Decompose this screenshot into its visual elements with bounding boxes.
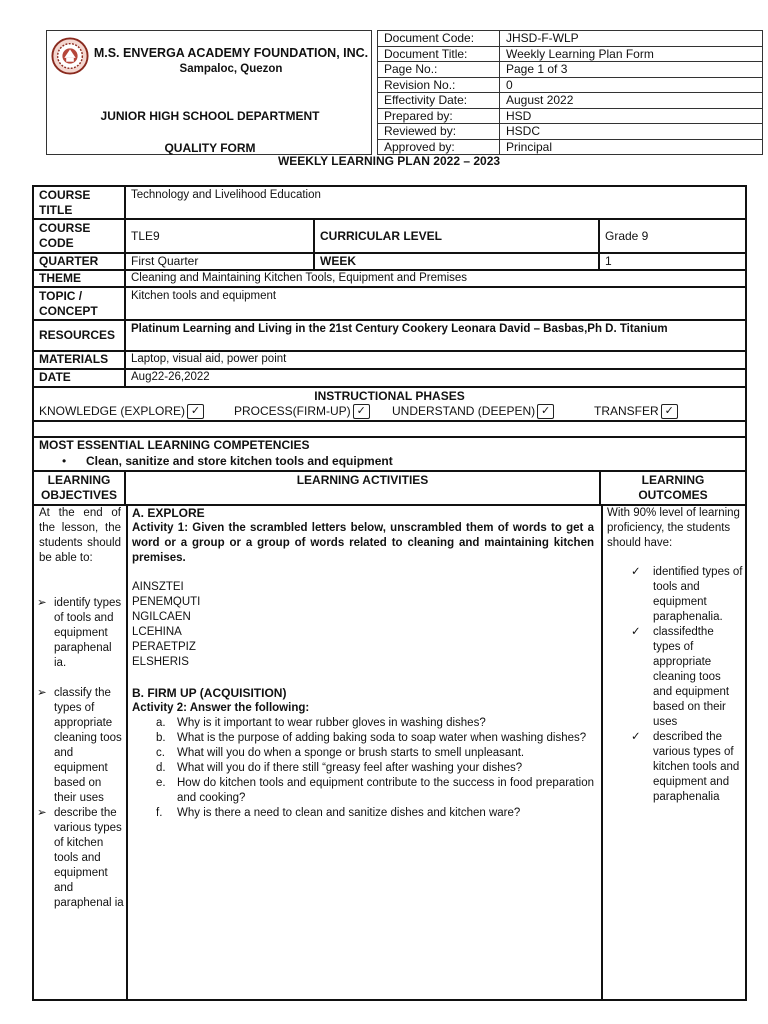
column-divider <box>601 506 603 999</box>
quality-form-label: QUALITY FORM <box>164 141 256 155</box>
outcomes-intro: With 90% level of learning proficiency, the students should have: <box>607 507 740 549</box>
explore-heading: A. EXPLORE <box>132 506 205 520</box>
course-title-row <box>34 187 745 220</box>
quarter-row <box>34 254 745 271</box>
outcome-item: classifedthe types of appropriate cleaning toos and equipment based on their uses <box>653 626 730 728</box>
doc-info-key: Page No.: <box>378 62 500 78</box>
topic-value: Kitchen tools and equipment <box>131 290 277 302</box>
course-code-value: TLE9 <box>126 220 315 252</box>
course-code-label: COURSE CODE <box>34 220 126 252</box>
doc-info-value: HSDC <box>500 124 763 140</box>
date-label: DATE <box>34 370 126 386</box>
question-item <box>132 746 594 761</box>
doc-info-key: Document Code: <box>378 31 500 47</box>
scrambled-word: PENEMQUTI <box>132 596 201 608</box>
document-info-table <box>377 30 763 155</box>
question-marker: d. <box>156 762 166 774</box>
objective-marker: ➢ <box>37 597 47 609</box>
doc-info-key: Document Title: <box>378 46 500 62</box>
date-value: Aug22-26,2022 <box>131 371 210 383</box>
org-name: M.S. ENVERGA ACADEMY FOUNDATION, INC. <box>93 46 369 60</box>
theme-row <box>34 271 745 288</box>
objective-marker: ➢ <box>37 687 47 699</box>
resources-label: RESOURCES <box>34 321 126 350</box>
outcome-item: described the various types of kitchen tools and equipment and paraphenalia <box>653 731 740 803</box>
department-title: JUNIOR HIGH SCHOOL DEPARTMENT <box>100 109 320 123</box>
question-item <box>132 716 594 731</box>
columns-header-row <box>34 472 745 506</box>
blank-row <box>34 422 745 438</box>
quarter-label: QUARTER <box>34 254 126 269</box>
resources-value: Platinum Learning and Living in the 21st Century Cookery Leonara David – Basbas,Ph D. Titanium <box>131 323 668 335</box>
activities-header: LEARNING ACTIVITIES <box>126 472 601 504</box>
question-text: Why is there a need to clean and sanitize dishes and kitchen ware? <box>177 807 521 819</box>
objective-item: identify types of tools and equipment paraphenal ia. <box>54 597 122 669</box>
question-marker: a. <box>156 717 166 729</box>
activity-2-instructions: Activity 2: Answer the following: <box>132 702 310 714</box>
materials-value: Laptop, visual aid, power point <box>131 353 287 365</box>
phase-knowledge-label: KNOWLEDGE (EXPLORE) <box>39 404 186 418</box>
doc-info-row <box>378 108 763 124</box>
doc-info-key: Effectivity Date: <box>378 93 500 109</box>
doc-info-value: Page 1 of 3 <box>500 62 763 78</box>
question-item <box>132 806 594 821</box>
melc-row <box>34 438 745 472</box>
quarter-value: First Quarter <box>126 254 315 269</box>
firmup-heading: B. FIRM UP (ACQUISITION) <box>132 686 287 700</box>
question-item <box>132 776 594 806</box>
question-marker: c. <box>156 747 165 759</box>
school-seal-logo <box>51 37 89 75</box>
doc-info-row <box>378 62 763 78</box>
header-left-box <box>46 30 372 155</box>
question-text: How do kitchen tools and equipment contribute to the success in food preparation and cooking? <box>177 777 594 804</box>
outcome-check-icon: ✓ <box>631 626 641 638</box>
phase-knowledge <box>39 404 204 419</box>
question-marker: f. <box>156 807 163 819</box>
phase-understand-checkbox[interactable]: ✓ <box>537 404 554 419</box>
phase-knowledge-checkbox[interactable]: ✓ <box>187 404 204 419</box>
outcome-check-icon: ✓ <box>631 566 641 578</box>
melc-bullet: • <box>62 454 67 468</box>
objective-item: describe the various types of kitchen tools and equipment and paraphenal ia <box>54 807 124 909</box>
question-item <box>132 731 594 746</box>
materials-label: MATERIALS <box>34 352 126 368</box>
curricular-level-value: Grade 9 <box>605 229 649 243</box>
date-row <box>34 370 745 388</box>
question-text: What will you do when a sponge or brush starts to smell unpleasant. <box>177 747 525 759</box>
activity-2-questions <box>132 716 594 821</box>
activity-1-instructions: Activity 1: Given the scrambled letters below, unscrambled them of words to get a word or a group or a group of words related to cleaning and maintaining kitchen premises. <box>132 522 594 564</box>
question-item <box>132 761 594 776</box>
doc-info-row <box>378 124 763 140</box>
doc-info-row <box>378 31 763 47</box>
question-text: What will you do if there still “greasy feel after washing your dishes? <box>177 762 523 774</box>
doc-info-row <box>378 46 763 62</box>
doc-info-value: August 2022 <box>500 93 763 109</box>
doc-info-value: HSD <box>500 108 763 124</box>
scrambled-word: NGILCAEN <box>132 611 191 623</box>
doc-info-key: Revision No.: <box>378 77 500 93</box>
column-divider <box>126 506 128 999</box>
melc-title: MOST ESSENTIAL LEARNING COMPETENCIES <box>39 438 310 452</box>
phase-process-checkbox[interactable]: ✓ <box>353 404 370 419</box>
content-body <box>34 506 745 999</box>
doc-info-key: Approved by: <box>378 139 500 155</box>
instructional-phases-row <box>34 388 745 422</box>
objectives-header: LEARNING OBJECTIVES <box>34 472 126 504</box>
course-code-row <box>34 220 745 254</box>
week-label: WEEK <box>315 254 600 269</box>
phase-transfer-checkbox[interactable]: ✓ <box>661 404 678 419</box>
phase-understand <box>392 404 554 419</box>
phase-transfer <box>594 404 678 419</box>
scrambled-word: ELSHERIS <box>132 656 189 668</box>
scrambled-word: PERAETPIZ <box>132 641 196 653</box>
doc-info-value: 0 <box>500 77 763 93</box>
doc-info-key: Reviewed by: <box>378 124 500 140</box>
doc-info-row <box>378 139 763 155</box>
topic-row <box>34 288 745 321</box>
course-title-value: Technology and Livelihood Education <box>131 189 321 201</box>
scrambled-word: LCEHINA <box>132 626 182 638</box>
theme-value: Cleaning and Maintaining Kitchen Tools, Equipment and Premises <box>131 272 468 284</box>
phase-process-label: PROCESS(FIRM-UP) <box>234 404 351 418</box>
melc-item: Clean, sanitize and store kitchen tools and equipment <box>86 454 393 468</box>
resources-row <box>34 321 745 352</box>
materials-row <box>34 352 745 370</box>
outcome-item: identified types of tools and equipment paraphenalia. <box>653 566 743 623</box>
week-value: 1 <box>605 254 612 268</box>
doc-info-key: Prepared by: <box>378 108 500 124</box>
learning-plan-table <box>32 185 747 1001</box>
question-text: Why is it important to wear rubber gloves in washing dishes? <box>177 717 486 729</box>
question-marker: e. <box>156 777 166 789</box>
question-marker: b. <box>156 732 166 744</box>
phase-process <box>234 404 370 419</box>
doc-info-value: JHSD-F-WLP <box>500 31 763 47</box>
topic-label: TOPIC / CONCEPT <box>34 288 126 319</box>
doc-info-value: Principal <box>500 139 763 155</box>
outcome-check-icon: ✓ <box>631 731 641 743</box>
phase-transfer-label: TRANSFER <box>594 404 659 418</box>
doc-info-value: Weekly Learning Plan Form <box>500 46 763 62</box>
outcomes-header: LEARNING OUTCOMES <box>638 473 708 502</box>
question-text: What is the purpose of adding baking soda to soap water when washing dishes? <box>177 732 587 744</box>
course-title-label: COURSE TITLE <box>34 187 126 218</box>
objective-item: classify the types of appropriate cleaning toos and equipment based on their uses <box>54 687 122 804</box>
objectives-intro: At the end of the lesson, the students should be able to: <box>39 507 121 564</box>
objective-marker: ➢ <box>37 807 47 819</box>
plan-title: WEEKLY LEARNING PLAN 2022 – 2023 <box>277 154 501 168</box>
doc-info-row <box>378 77 763 93</box>
doc-info-row <box>378 93 763 109</box>
org-address: Sampaloc, Quezon <box>179 63 283 75</box>
phases-title: INSTRUCTIONAL PHASES <box>314 389 465 403</box>
scrambled-word: AINSZTEI <box>132 581 184 593</box>
phase-understand-label: UNDERSTAND (DEEPEN) <box>392 404 536 418</box>
theme-label: THEME <box>34 271 126 286</box>
curricular-level-label: CURRICULAR LEVEL <box>315 220 600 252</box>
